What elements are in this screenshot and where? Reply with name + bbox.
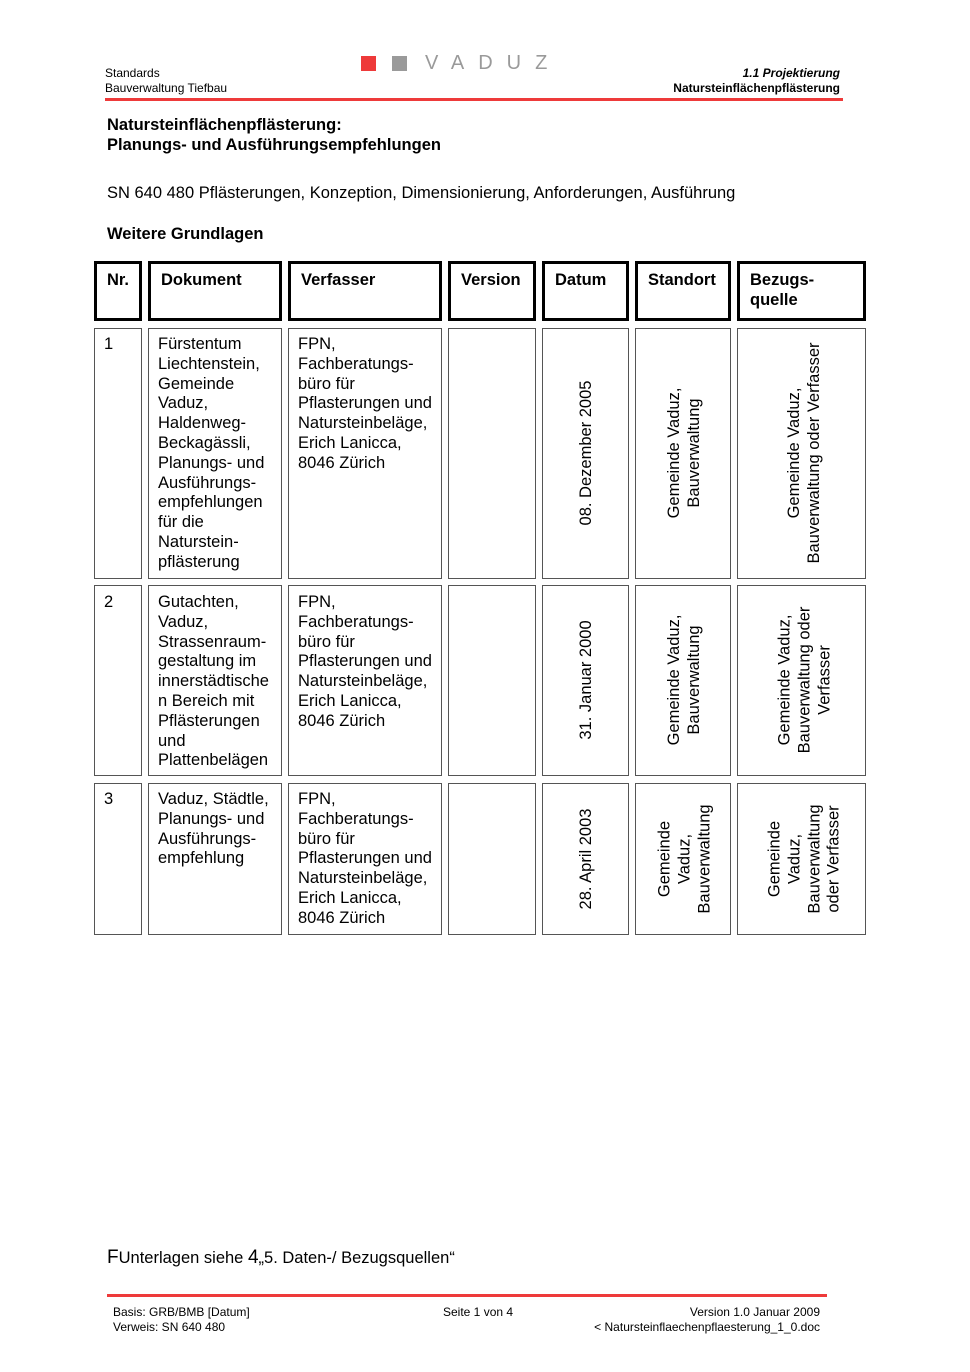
cell-line: Bauverwaltung (694, 804, 713, 914)
table-row-3-verfasser (298, 790, 432, 929)
cell-line: Gemeinde Vaduz, (775, 614, 794, 746)
table-row-1-version-cell (448, 328, 536, 579)
header-bezugsquelle-line1: Bezugs- (750, 271, 815, 289)
cell-line: Gemeinde (655, 820, 674, 898)
cell-line: Gemeinde Vaduz, (665, 614, 684, 746)
cell-line: Vaduz, (158, 612, 209, 631)
cell-line: Pflasterungen und (298, 394, 432, 413)
document-title (107, 115, 441, 155)
cell-line: Verfasser (814, 645, 833, 715)
table-row-2-bezugsquelle (775, 607, 834, 754)
table-row-1-nr: 1 (104, 335, 114, 353)
logo-grey-square-icon (392, 56, 407, 71)
page-number: Seite 1 von 4 (443, 1305, 514, 1319)
table-row-2-nr: 2 (104, 593, 114, 611)
title-line-2: Planungs- und Ausführungsempfehlungen (107, 136, 441, 154)
cell-line: Gemeinde Vaduz, (785, 387, 804, 519)
title-line-1: Natursteinflächenpflästerung: (107, 116, 342, 134)
section-heading: Weitere Grundlagen (107, 225, 264, 243)
cell-line: Bauverwaltung (685, 398, 703, 508)
cell-line: 08. Dezember 2005 (577, 380, 596, 526)
cell-line: FPN, (298, 335, 336, 353)
header-verfasser (288, 261, 442, 321)
header-verfasser-label: Verfasser (301, 271, 376, 289)
cell-line: Bauverwaltung (805, 804, 823, 914)
header-datum-label: Datum (555, 271, 607, 289)
table-row-3-bezugsquelle (765, 804, 844, 913)
footer-filename: < Natursteinflaechenpflaesterung_1_0.doc (594, 1320, 820, 1334)
cell-line: pflästerung (158, 552, 240, 571)
standard-reference: SN 640 480 Pflästerungen, Konzeption, Dimensionierung, Anforderungen, Ausführung (107, 184, 736, 202)
logo-red-square-icon (361, 56, 376, 71)
cell-line: Beckagässli, (158, 433, 251, 452)
cell-line: Vaduz, (675, 833, 694, 885)
table-row-2-standort (665, 615, 705, 746)
cell-line: Gemeinde Vaduz, (665, 387, 684, 519)
header-department: Bauverwaltung Tiefbau (105, 81, 228, 95)
cell-line: Ausführungs- (158, 473, 257, 492)
header-version (448, 261, 536, 321)
cell-line: oder Verfasser (824, 805, 843, 913)
header-nr (94, 261, 142, 321)
cell-line: Erich Lanicca, (298, 433, 402, 452)
footer-divider (107, 1294, 827, 1297)
cell-line: Planungs- und (158, 453, 265, 472)
header-standards: Standards (105, 66, 160, 80)
cell-line: büro für (298, 374, 355, 393)
cell-line: innerstädtische (158, 672, 269, 691)
cell-line: Bauverwaltung oder (795, 606, 814, 754)
cell-line: Strassenraum- (158, 632, 267, 651)
finger-pointer-icon: F (107, 1247, 119, 1268)
header-left (105, 66, 227, 96)
header-divider (105, 98, 843, 101)
cell-line: 8046 Zürich (298, 711, 386, 730)
cell-line: büro für (298, 829, 355, 848)
cell-line: Naturstein- (158, 532, 239, 551)
header-nr-label: Nr. (107, 271, 130, 289)
reference-note (107, 1247, 455, 1269)
vaduz-logo (361, 54, 561, 72)
cell-line: empfehlung (158, 849, 245, 868)
reference-note-text: Unterlagen siehe (118, 1249, 248, 1267)
cell-line: 8046 Zürich (298, 453, 386, 472)
table-row-1-datum (577, 381, 597, 526)
cell-line: Haldenweg- (158, 414, 247, 433)
footer-left (113, 1305, 250, 1335)
cell-line: empfehlungen (158, 493, 263, 512)
table-row-3-standort (655, 804, 714, 913)
cell-line: FPN, (298, 790, 336, 808)
cell-line: Fürstentum (158, 335, 242, 353)
cell-line: Planungs- und (158, 809, 265, 828)
cell-line: gestaltung im (158, 652, 257, 671)
cell-line: büro für (298, 632, 355, 651)
table-row-3-nr-cell (94, 783, 142, 935)
cell-line: Bauverwaltung (685, 625, 703, 735)
cell-line: 8046 Zürich (298, 908, 386, 927)
header-dokument (148, 261, 282, 321)
header-right (673, 66, 840, 96)
table-row-2-verfasser (298, 593, 432, 732)
cell-line: Natursteinbeläge, (298, 672, 428, 691)
table-row-1-standort (665, 388, 705, 519)
footer-verweis: Verweis: SN 640 480 (113, 1320, 226, 1334)
cell-line: Ausführungs- (158, 829, 257, 848)
cell-line: Pflasterungen und (298, 849, 432, 868)
cell-line: n Bereich mit (158, 691, 255, 710)
table-row-3-version-cell (448, 783, 536, 935)
cell-line: Liechtenstein, (158, 354, 260, 373)
cell-line: Vaduz, Städtle, (158, 790, 269, 808)
footer-version: Version 1.0 Januar 2009 (689, 1305, 820, 1319)
footer-basis: Basis: GRB/BMB [Datum] (113, 1305, 250, 1319)
header-dokument-label: Dokument (161, 271, 242, 289)
header-version-label: Version (461, 271, 521, 289)
cell-line: Fachberatungs- (298, 354, 414, 373)
header-datum (542, 261, 629, 321)
table-row-3-nr: 3 (104, 790, 114, 808)
table-row-3-datum (577, 809, 597, 910)
table-row-1-dokument (158, 335, 264, 573)
cell-line: Gutachten, (158, 593, 239, 611)
cell-line: Pflästerungen (158, 711, 260, 730)
cell-line: Natursteinbeläge, (298, 869, 428, 888)
header-topic: Natursteinflächenpflästerung (673, 81, 840, 95)
header-bezugsquelle-line2: quelle (750, 290, 798, 309)
header-chapter: 1.1 Projektierung (742, 66, 840, 80)
table-row-2-nr-cell (94, 585, 142, 776)
table-row-1-bezugsquelle (785, 342, 825, 563)
footer-right (594, 1305, 820, 1335)
cell-line: Bauverwaltung oder Verfasser (805, 342, 823, 564)
cell-line: Erich Lanicca, (298, 691, 402, 710)
cell-line: Plattenbelägen (158, 751, 269, 770)
table-row-2-datum (577, 620, 597, 739)
cell-line: 28. April 2003 (577, 808, 596, 910)
header-standort (635, 261, 731, 321)
cell-line: für die (158, 513, 204, 532)
table-row-2-dokument (158, 593, 269, 771)
table-row-2-version-cell (448, 585, 536, 776)
cell-line: FPN, (298, 593, 336, 611)
cell-line: Natursteinbeläge, (298, 414, 428, 433)
cell-line: und (158, 731, 186, 750)
cell-line: Vaduz, (158, 394, 209, 413)
arrow-symbol-icon: 4 (247, 1247, 259, 1268)
table-row-1-nr-cell (94, 328, 142, 579)
header-bezugsquelle (737, 261, 866, 321)
cell-line: Gemeinde (765, 820, 784, 898)
cell-line: 31. Januar 2000 (577, 620, 596, 740)
cell-line: Gemeinde (158, 374, 235, 393)
cell-line: Pflasterungen und (298, 652, 432, 671)
table-row-3-dokument (158, 790, 269, 869)
cell-line: Vaduz, (785, 833, 804, 885)
table-row-1-verfasser (298, 335, 432, 474)
header-standort-label: Standort (648, 271, 716, 289)
cell-line: Fachberatungs- (298, 809, 414, 828)
reference-note-target: „5. Daten-/ Bezugsquellen“ (258, 1249, 455, 1267)
cell-line: Fachberatungs- (298, 612, 414, 631)
cell-line: Erich Lanicca, (298, 888, 402, 907)
logo-wordmark: VADUZ (425, 52, 562, 74)
